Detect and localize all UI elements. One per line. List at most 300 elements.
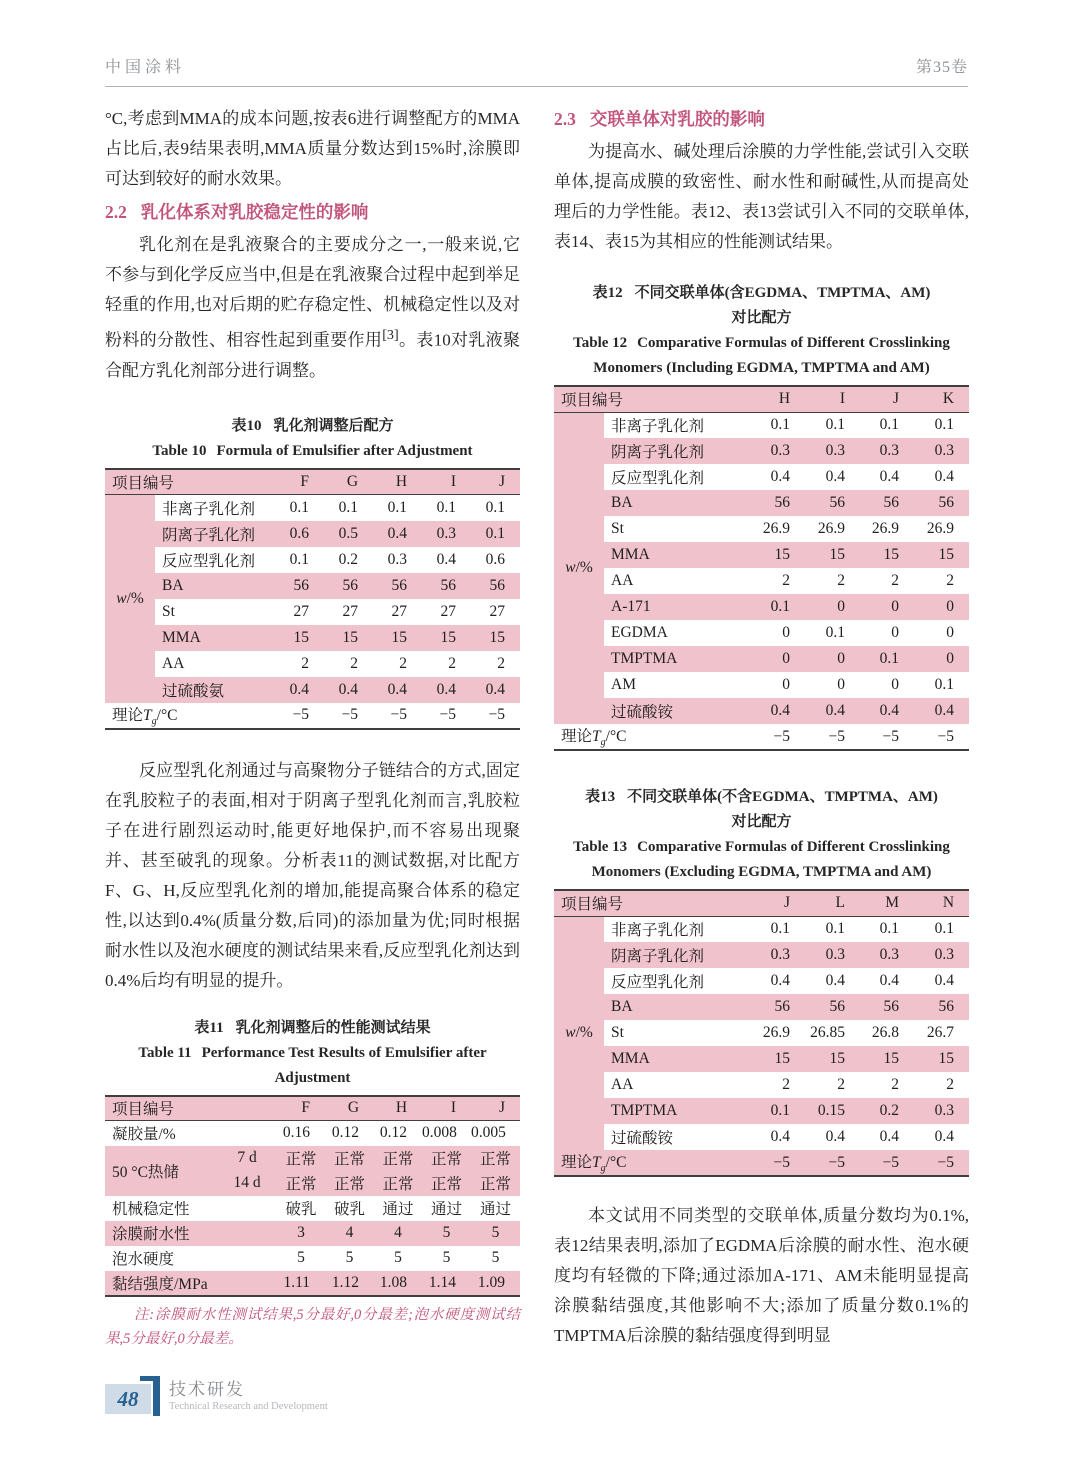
cell-value: 2: [301, 654, 310, 672]
cell-value: 0.1: [289, 550, 310, 568]
page-number: 48: [117, 1386, 139, 1411]
cell-value: 26.9: [926, 520, 955, 537]
column-header: 项目编号: [554, 386, 750, 412]
cell-value: 0: [891, 624, 900, 641]
cell-value: 2: [350, 654, 359, 672]
cell-value: 正常: [374, 1171, 422, 1196]
cell-value: 2: [782, 1076, 791, 1093]
cell-value: 1.09: [471, 1271, 520, 1296]
cell-value: 5: [442, 1249, 451, 1267]
cell-value: 0.6: [485, 550, 506, 568]
cell-value: 26.9: [762, 1024, 791, 1041]
cell-value: 0.2: [338, 550, 359, 568]
table10-caption-en-label: Table 10: [152, 442, 207, 459]
row-label: St: [611, 1024, 624, 1041]
column-header: I: [422, 469, 471, 495]
row-label: AA: [162, 654, 185, 672]
table-row: [105, 625, 520, 651]
table12-caption: [554, 281, 969, 381]
cell-value: 0.12: [331, 1124, 360, 1142]
cell-value: w/%: [554, 412, 604, 724]
row-label: 过硫酸铵: [611, 1130, 674, 1147]
table-row: [105, 495, 520, 521]
table-row: [554, 672, 969, 698]
table-row: [105, 1246, 520, 1271]
column-header: K: [914, 386, 969, 412]
cell-value: 0.1: [770, 920, 791, 938]
cell-value: 0.3: [914, 942, 969, 968]
cell-value: 0: [914, 646, 969, 672]
cell-value: 15: [914, 1046, 969, 1072]
table-row: [105, 1221, 520, 1246]
cell-value: 0.1: [879, 920, 900, 938]
column-header: F: [277, 1096, 325, 1121]
table-row: [554, 1150, 969, 1176]
table-row: [554, 490, 969, 516]
table-row: [105, 547, 520, 573]
table-row: [554, 620, 969, 646]
t12-data-table: [554, 385, 969, 751]
cell-value: 26.8: [871, 1024, 900, 1041]
row-label: 涂膜耐水性: [105, 1221, 277, 1246]
table-header-row: [105, 469, 520, 495]
column-header: N: [914, 890, 969, 916]
cell-value: 0.4: [471, 677, 520, 703]
table-row: [105, 1271, 520, 1296]
row-label: 理论$T_g/^\circ C$: [112, 707, 178, 728]
table-row: [554, 1072, 969, 1098]
column-header: I: [805, 386, 860, 412]
volume-label: 第35卷: [915, 59, 968, 76]
citation-superscript: [3]: [382, 327, 399, 343]
cell-value: 56: [422, 573, 471, 599]
table13-caption-cn-line2: 对比配方: [731, 814, 792, 830]
cell-value: 0.4: [879, 1128, 900, 1145]
row-label: 反应型乳化剂: [162, 552, 256, 570]
cell-value: 0.1: [934, 920, 955, 938]
cell-value: 0.008: [422, 1124, 457, 1142]
cell-value: 27: [342, 602, 359, 620]
cell-value: 15: [471, 625, 520, 651]
column-header: J: [471, 469, 520, 495]
cell-value: 0.3: [387, 550, 408, 568]
cell-value: 通过: [382, 1201, 414, 1219]
table-row: [105, 1146, 520, 1171]
section-title: 交联单体对乳胶的影响: [589, 109, 765, 129]
table13-caption-cn-label: 表13: [585, 789, 616, 805]
page-footer: [105, 1376, 328, 1416]
cell-value: 26.9: [762, 520, 791, 537]
cell-value: 2: [891, 572, 900, 589]
table12: [554, 385, 969, 751]
cell-value: 正常: [325, 1171, 374, 1196]
table11-note: 注:涂膜耐水性测试结果,5分最好,0分最差;泡水硬度测试结果,5分最好,0分最差。: [105, 1306, 520, 1347]
cell-value: 正常: [277, 1146, 325, 1171]
cell-value: 0.4: [770, 1128, 791, 1145]
table-row: [554, 1046, 969, 1072]
row-label: MMA: [155, 625, 275, 651]
cell-value: 2: [448, 654, 457, 672]
cell-value: 0.4: [373, 521, 422, 547]
cell-value: w/%: [554, 916, 604, 1150]
table-row: [554, 1124, 969, 1150]
cell-value: 0.4: [324, 677, 373, 703]
section-heading-2-3: [554, 104, 969, 135]
cell-value: 0: [914, 594, 969, 620]
cell-value: 正常: [277, 1171, 325, 1196]
table-row: [554, 594, 969, 620]
cell-value: 0.3: [860, 942, 914, 968]
cell-value: 5: [394, 1249, 402, 1267]
cell-value: 2: [497, 654, 506, 672]
cell-value: 15: [750, 1046, 805, 1072]
paragraph-crosslinking-intro: 为提高水、碱处理后涂膜的力学性能,尝试引入交联单体,提高成膜的致密性、耐水性和耐碱性,从而提高处理后的力学性能。表12、表13尝试引入不同的交联单体,表14、表15为其相应的性能测试结果。: [554, 142, 969, 251]
row-label: 非离子乳化剂: [611, 418, 705, 436]
cell-value: 破乳: [334, 1201, 366, 1219]
cell-value: 0.1: [387, 498, 408, 516]
row-label: MMA: [604, 542, 750, 568]
table-row: [554, 916, 969, 942]
t11-data-table: [105, 1095, 520, 1297]
cell-value: 1.14: [422, 1271, 471, 1296]
row-label: EGDMA: [611, 624, 668, 641]
cell-value: −5: [750, 1150, 805, 1176]
cell-value: 正常: [374, 1146, 422, 1171]
cell-value: 5: [422, 1221, 471, 1246]
row-label: A-171: [604, 594, 750, 620]
cell-value: 5: [297, 1249, 305, 1267]
cell-value: 0.1: [750, 594, 805, 620]
cell-value: 56: [805, 490, 860, 516]
cell-value: −5: [914, 1150, 969, 1176]
cell-value: −5: [828, 727, 846, 745]
cell-value: 0: [782, 676, 791, 693]
column-header: J: [860, 386, 914, 412]
table-header-row: [554, 890, 969, 916]
cell-value: 15: [805, 1046, 860, 1072]
paragraph-text: 。表10对乳液聚合配方乳化剂部分进行调整。: [105, 330, 521, 380]
cell-value: 56: [914, 490, 969, 516]
row-label: 机械稳定性: [112, 1201, 190, 1219]
footer-section-cn: 技术研发: [169, 1380, 245, 1399]
column-header: F: [275, 469, 324, 495]
cell-value: 15: [860, 542, 914, 568]
cell-value: 15: [860, 1046, 914, 1072]
table-row: [554, 724, 969, 750]
cell-value: 通过: [431, 1201, 463, 1219]
table11: [105, 1095, 520, 1297]
cell-value: 0.3: [422, 521, 471, 547]
cell-value: 56: [860, 490, 914, 516]
cell-value: 2: [782, 572, 791, 589]
cell-value: 2: [946, 572, 955, 589]
cell-value: 0: [946, 624, 955, 641]
table11-caption-cn-label: 表11: [194, 1019, 224, 1036]
cell-value: 正常: [422, 1146, 471, 1171]
table10-caption-cn-label: 表10: [231, 417, 262, 434]
cell-value: 2: [837, 572, 846, 589]
cell-value: 0: [805, 646, 860, 672]
cell-value: 0.4: [770, 972, 791, 989]
row-label: 非离子乳化剂: [611, 922, 705, 940]
row-label: TMPTMA: [604, 1098, 750, 1124]
table11-caption: [105, 1016, 520, 1091]
table10-caption-cn-title: 乳化剂调整后配方: [273, 417, 394, 434]
page-number-badge: [105, 1384, 151, 1414]
row-label: BA: [604, 994, 750, 1020]
table-row: [554, 438, 969, 464]
table-row: [554, 646, 969, 672]
cell-value: 56: [805, 994, 860, 1020]
cell-value: 1.08: [374, 1271, 422, 1296]
cell-value: 0.4: [860, 698, 914, 724]
cell-value: 0.4: [934, 468, 955, 485]
cell-value: 15: [750, 542, 805, 568]
cell-value: 7 d: [217, 1146, 277, 1171]
cell-value: 56: [275, 573, 324, 599]
cell-value: 15: [373, 625, 422, 651]
table-row: [554, 994, 969, 1020]
cell-value: 0.4: [825, 972, 846, 989]
cell-value: w/%: [105, 495, 155, 703]
row-label: TMPTMA: [604, 646, 750, 672]
row-label: 凝胶量/%: [112, 1126, 176, 1144]
cell-value: 0.15: [805, 1098, 860, 1124]
table10-caption: [105, 414, 520, 464]
t10-data-table: [105, 468, 520, 730]
column-header: J: [750, 890, 805, 916]
cell-value: 0.1: [471, 521, 520, 547]
footer-section-en: Technical Research and Development: [169, 1401, 328, 1412]
cell-value: −5: [805, 1150, 860, 1176]
cell-value: 0: [805, 594, 860, 620]
cell-value: 5: [345, 1249, 354, 1267]
table-row: [105, 599, 520, 625]
table11-caption-en-title: Performance Test Results of Emulsifier after Adjustment: [201, 1044, 487, 1086]
cell-value: 0: [782, 624, 791, 641]
table-row: [105, 1196, 520, 1221]
column-header: J: [471, 1096, 520, 1121]
cell-value: 0.1: [825, 920, 846, 938]
cell-value: 14 d: [217, 1171, 277, 1196]
cell-value: 27: [293, 602, 310, 620]
cell-value: −5: [937, 727, 955, 745]
cell-value: 56: [750, 490, 805, 516]
cell-value: 0.3: [750, 438, 805, 464]
table12-caption-cn-title: 不同交联单体(含EGDMA、TMPTMA、AM): [634, 285, 931, 301]
row-label: 过硫酸氨: [155, 677, 275, 703]
table13-caption-en-title: Comparative Formulas of Different Crosslinking Monomers (Excluding EGDMA, TMPTMA and AM): [591, 839, 950, 880]
table-row: [554, 542, 969, 568]
cell-value: 0.1: [934, 676, 955, 693]
cell-value: 0.1: [825, 416, 846, 434]
column-header: 项目编号: [105, 1096, 277, 1121]
table-row: [554, 464, 969, 490]
table-row: [554, 942, 969, 968]
cell-value: 2: [946, 1076, 955, 1093]
cell-value: 0.1: [770, 416, 791, 434]
cell-value: 0.3: [805, 438, 860, 464]
cell-value: 0.16: [282, 1124, 311, 1142]
row-label: AM: [611, 676, 636, 693]
section-heading-2-2: [105, 197, 520, 228]
column-header: G: [325, 1096, 374, 1121]
table-row: [554, 568, 969, 594]
cell-value: 0.005: [471, 1124, 506, 1142]
cell-value: 2: [399, 654, 408, 672]
table13-caption: [554, 785, 969, 885]
column-header: G: [324, 469, 373, 495]
cell-value: −5: [390, 706, 408, 724]
column-header: H: [373, 469, 422, 495]
table-row: [554, 698, 969, 724]
cell-value: 0.1: [750, 1098, 805, 1124]
cell-value: 56: [471, 573, 520, 599]
table-row: [105, 677, 520, 703]
cell-value: 0: [891, 676, 900, 693]
cell-value: 0.1: [879, 416, 900, 434]
table11-caption-en-label: Table 11: [138, 1044, 192, 1061]
cell-value: 0.3: [860, 438, 914, 464]
cell-value: 27: [391, 602, 408, 620]
cell-value: 0.4: [275, 677, 324, 703]
cell-value: 0.4: [422, 677, 471, 703]
row-label: 阴离子乳化剂: [155, 521, 275, 547]
cell-value: 5: [491, 1249, 500, 1267]
cell-value: 5: [471, 1221, 520, 1246]
column-header: H: [374, 1096, 422, 1121]
table-row: [105, 651, 520, 677]
cell-value: 正常: [471, 1171, 520, 1196]
cell-value: 26.85: [810, 1024, 846, 1041]
cell-value: 0.4: [879, 972, 900, 989]
column-header: L: [805, 890, 860, 916]
cell-value: −5: [292, 706, 310, 724]
table12-caption-en-label: Table 12: [573, 335, 628, 351]
cell-value: 0.1: [485, 498, 506, 516]
cell-value: 3: [277, 1221, 325, 1246]
paragraph-emulsifier: [105, 230, 520, 386]
cell-value: 4: [325, 1221, 374, 1246]
table-row: [105, 1121, 520, 1146]
cell-value: 通过: [480, 1201, 512, 1219]
cell-value: 0.1: [338, 498, 359, 516]
cell-value: 1.11: [277, 1271, 325, 1296]
row-label: AA: [611, 1076, 634, 1093]
column-header: 项目编号: [554, 890, 750, 916]
row-label: 泡水硬度: [112, 1251, 175, 1269]
right-column: [554, 104, 969, 1351]
table-row: [105, 521, 520, 547]
cell-value: 26.9: [871, 520, 900, 537]
row-label: BA: [604, 490, 750, 516]
column-header: H: [750, 386, 805, 412]
table-row: [105, 573, 520, 599]
cell-value: 0.4: [770, 468, 791, 485]
table11-caption-cn-title: 乳化剂调整后的性能测试结果: [235, 1019, 431, 1036]
running-head: [105, 54, 968, 87]
cell-value: 0.4: [879, 468, 900, 485]
cell-value: 0.4: [914, 698, 969, 724]
table-row: [554, 516, 969, 542]
cell-value: 0.1: [934, 416, 955, 434]
two-column-body: [105, 104, 968, 1351]
cell-value: 15: [324, 625, 373, 651]
table13-caption-cn-title: 不同交联单体(不含EGDMA、TMPTMA、AM): [627, 789, 938, 805]
row-label: BA: [155, 573, 275, 599]
table13: [554, 889, 969, 1177]
row-label: MMA: [604, 1046, 750, 1072]
table-header-row: [105, 1096, 520, 1121]
paragraph-reactive-emulsifier: 反应型乳化剂通过与高聚物分子链结合的方式,固定在乳胶粒子的表面,相对于阴离子型乳化剂而言,乳胶粒子在进行剧烈运动时,能更好地保护,而不容易出现聚并、甚至破乳的现象。分析表11的测试数据,对比配方F、G、H,反应型乳化剂的增加,能提高聚合体系的稳定性,以达到0.4%(质量分数,后同)的添加量为优;同时根据耐水性以及泡水硬度的测试结果来看,反应型乳化剂达到0.4%后均有明显的提升。: [105, 760, 520, 990]
journal-title: 中国涂料: [105, 59, 186, 76]
cell-value: 15: [422, 625, 471, 651]
cell-value: 56: [750, 994, 805, 1020]
cell-value: 27: [440, 602, 457, 620]
row-label: 阴离子乳化剂: [604, 942, 750, 968]
table10: [105, 468, 520, 730]
cell-value: 正常: [325, 1146, 374, 1171]
cell-value: 0.6: [275, 521, 324, 547]
section-number: 2.2: [105, 202, 127, 222]
cell-value: 56: [324, 573, 373, 599]
cell-value: −5: [773, 727, 791, 745]
paragraph-continued: °C,考虑到MMA的成本问题,按表6进行调整配方的MMA占比后,表9结果表明,MMA质量分数达到15%时,涂膜即可达到较好的耐水效果。: [105, 109, 520, 188]
row-label: 非离子乳化剂: [162, 500, 256, 518]
table-row: [554, 1098, 969, 1124]
column-header: 项目编号: [105, 469, 275, 495]
cell-value: 15: [805, 542, 860, 568]
cell-value: 0.4: [825, 468, 846, 485]
cell-value: 0: [837, 676, 846, 693]
cell-value: 正常: [471, 1146, 520, 1171]
t13-data-table: [554, 889, 969, 1177]
row-label: 过硫酸铵: [604, 698, 750, 724]
cell-value: 1.12: [325, 1271, 374, 1296]
footer-divider-bar: [153, 1376, 160, 1416]
row-label: 阴离子乳化剂: [604, 438, 750, 464]
cell-value: 0.12: [379, 1124, 408, 1142]
cell-value: 26.7: [926, 1024, 955, 1041]
cell-value: 0.4: [934, 972, 955, 989]
row-label: St: [162, 602, 175, 620]
row-label: 反应型乳化剂: [611, 974, 705, 991]
cell-value: 0.3: [805, 942, 860, 968]
cell-value: 0: [750, 646, 805, 672]
table-row: [554, 412, 969, 438]
cell-value: −5: [860, 1150, 914, 1176]
cell-value: 0.5: [324, 521, 373, 547]
column-header: I: [422, 1096, 471, 1121]
section-number: 2.3: [554, 109, 576, 129]
cell-value: 正常: [422, 1171, 471, 1196]
table13-caption-en-label: Table 13: [573, 839, 628, 855]
cell-value: 0.4: [373, 677, 422, 703]
row-label: 黏结强度/MPa: [105, 1271, 277, 1296]
cell-value: 0.1: [289, 498, 310, 516]
table-row: [554, 968, 969, 994]
cell-value: −5: [439, 706, 457, 724]
cell-value: 15: [914, 542, 969, 568]
cell-value: 4: [374, 1221, 422, 1246]
cell-value: 0.3: [914, 1098, 969, 1124]
left-column: [105, 104, 520, 1351]
cell-value: 56: [860, 994, 914, 1020]
cell-value: 26.9: [817, 520, 846, 537]
cell-value: 56: [373, 573, 422, 599]
cell-value: 0.4: [750, 698, 805, 724]
cell-value: 0.4: [934, 1128, 955, 1145]
